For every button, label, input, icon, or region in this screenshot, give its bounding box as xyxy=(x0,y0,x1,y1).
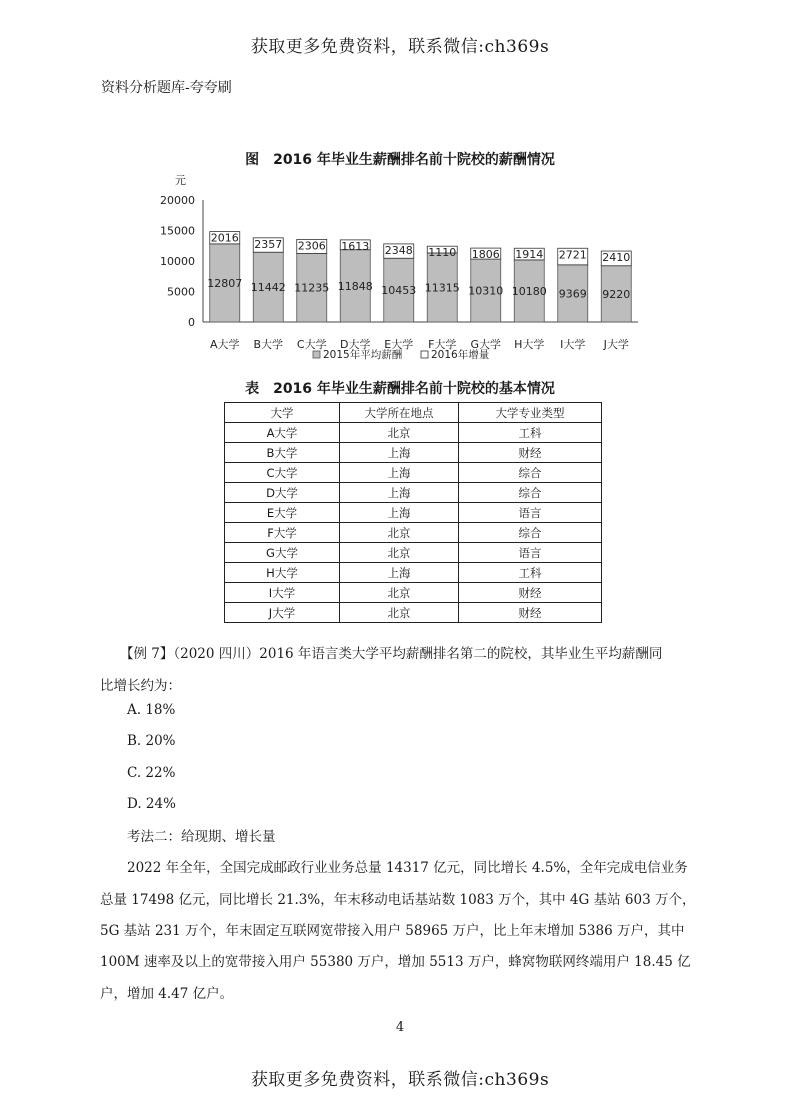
increase-value-label: 1110 xyxy=(428,246,457,260)
x-category-label: I大学 xyxy=(560,338,586,351)
table-row xyxy=(225,523,602,543)
y-axis-unit: 元 xyxy=(175,174,186,187)
bar-value-label: 10453 xyxy=(381,284,417,298)
bar-value-label: 11848 xyxy=(337,279,373,293)
increase-value-label: 2306 xyxy=(297,239,326,253)
legend-swatch-2016 xyxy=(421,351,428,358)
increase-value-label: 1613 xyxy=(341,239,370,253)
x-category-label: B大学 xyxy=(253,338,284,351)
table-cell: B大学 xyxy=(225,443,340,463)
bar-value-label: 9369 xyxy=(558,287,587,301)
table-cell: 上海 xyxy=(340,463,459,483)
page-number: 4 xyxy=(395,1020,405,1035)
table-row xyxy=(225,583,602,603)
passage-line: 100M 速率及以上的宽带接入用户 55380 万户，增加 5513 万户，蜂窝物联网终端用户 18.45 亿 xyxy=(100,954,691,970)
table-row xyxy=(225,563,602,583)
bar-value-label: 11315 xyxy=(424,281,460,295)
x-category-label: J大学 xyxy=(603,338,629,351)
option-d: D. 24% xyxy=(127,796,176,812)
bar-value-label: 10310 xyxy=(468,284,504,298)
table-header-cell: 大学 xyxy=(225,403,340,423)
x-category-label: G大学 xyxy=(470,338,502,351)
y-tick-label: 20000 xyxy=(160,194,195,207)
table-cell: 上海 xyxy=(340,483,459,503)
legend-swatch-2015 xyxy=(313,351,320,358)
table-cell: 综合 xyxy=(459,523,602,543)
option-b: B. 20% xyxy=(127,733,176,749)
table-cell: I大学 xyxy=(225,583,340,603)
y-tick-label: 5000 xyxy=(167,285,195,299)
bar-value-label: 9220 xyxy=(602,287,631,301)
table-row xyxy=(225,603,602,623)
increase-value-label: 2721 xyxy=(558,248,587,262)
bar-value-label: 10180 xyxy=(511,284,547,298)
option-a: A. 18% xyxy=(127,702,176,718)
table-cell: 北京 xyxy=(340,583,459,603)
legend-label-2015: 2015年平均薪酬 xyxy=(323,349,403,361)
table-row xyxy=(225,503,602,523)
bar-value-label: 11235 xyxy=(294,281,330,295)
table-cell: 北京 xyxy=(340,523,459,543)
table-cell: 北京 xyxy=(340,543,459,563)
table-cell: 工科 xyxy=(459,563,602,583)
x-category-label: F大学 xyxy=(428,338,457,351)
option-c: C. 22% xyxy=(127,765,176,781)
x-category-label: H大学 xyxy=(514,338,545,351)
increase-value-label: 1914 xyxy=(515,248,544,262)
table-cell: 北京 xyxy=(340,423,459,443)
bar-value-label: 11442 xyxy=(250,281,286,295)
question-stem-continued: 比增长约为： xyxy=(100,678,181,694)
table-cell: 北京 xyxy=(340,603,459,623)
table-title: 表 2016 年毕业生薪酬排名前十院校的基本情况 xyxy=(245,381,555,397)
chart-title: 图 2016 年毕业生薪酬排名前十院校的薪酬情况 xyxy=(245,152,555,168)
x-category-label: A大学 xyxy=(209,338,240,351)
increase-value-label: 2357 xyxy=(254,237,283,251)
table-cell: 综合 xyxy=(459,463,602,483)
question-stem: 【例 7】（2020 四川）2016 年语言类大学平均薪酬排名第二的院校，其毕业生平均薪酬同 xyxy=(120,646,663,662)
increase-value-label: 1806 xyxy=(471,248,500,262)
university-info-table xyxy=(224,402,602,623)
increase-value-label: 2016 xyxy=(210,231,239,245)
stacked-bar-chart xyxy=(150,170,650,370)
legend-label-2016: 2016年增量 xyxy=(431,349,490,361)
table-header-cell: 大学专业类型 xyxy=(459,403,602,423)
increase-value-label: 2348 xyxy=(384,243,413,257)
passage-line: 5G 基站 231 万个，年末固定互联网宽带接入用户 58965 万户，比上年末增加 5386 万户，其中 xyxy=(100,923,685,939)
x-category-label: E大学 xyxy=(384,338,414,351)
table-header-cell: 大学所在地点 xyxy=(340,403,459,423)
table-cell: 综合 xyxy=(459,483,602,503)
table-cell: 工科 xyxy=(459,423,602,443)
table-cell: D大学 xyxy=(225,483,340,503)
table-cell: 上海 xyxy=(340,563,459,583)
passage-line: 2022 年全年，全国完成邮政行业业务总量 14317 亿元，同比增长 4.5%，全年完成电信业务 xyxy=(127,860,688,876)
table-row xyxy=(225,443,602,463)
x-category-label: D大学 xyxy=(340,338,371,351)
table-row xyxy=(225,463,602,483)
table-cell: 上海 xyxy=(340,443,459,463)
passage-line: 户，增加 4.47 亿户。 xyxy=(100,986,234,1002)
top-banner: 获取更多免费资料，联系微信:ch369s xyxy=(250,37,550,57)
table-cell: G大学 xyxy=(225,543,340,563)
table-cell: 财经 xyxy=(459,583,602,603)
table-cell: A大学 xyxy=(225,423,340,443)
table-cell: 上海 xyxy=(340,503,459,523)
table-header-row xyxy=(225,403,602,423)
y-tick-label: 10000 xyxy=(160,255,195,268)
bar-value-label: 12807 xyxy=(207,276,243,290)
table-cell: H大学 xyxy=(225,563,340,583)
table-cell: C大学 xyxy=(225,463,340,483)
table-cell: E大学 xyxy=(225,503,340,523)
table-row xyxy=(225,543,602,563)
increase-value-label: 2410 xyxy=(602,251,631,265)
table-row xyxy=(225,423,602,443)
x-category-label: C大学 xyxy=(296,338,327,351)
y-tick-label: 0 xyxy=(188,316,195,329)
table-cell: J大学 xyxy=(225,603,340,623)
table-cell: 语言 xyxy=(459,503,602,523)
table-cell: 语言 xyxy=(459,543,602,563)
subject-header: 资料分析题库-夸夸刷 xyxy=(101,80,232,96)
table-row xyxy=(225,483,602,503)
table-cell: 财经 xyxy=(459,443,602,463)
table-cell: 财经 xyxy=(459,603,602,623)
bottom-banner: 获取更多免费资料，联系微信:ch369s xyxy=(250,1070,550,1090)
method-heading: 考法二：给现期、增长量 xyxy=(127,829,276,845)
table-cell: F大学 xyxy=(225,523,340,543)
y-tick-label: 15000 xyxy=(160,224,195,238)
passage-line: 总量 17498 亿元，同比增长 21.3%，年末移动电话基站数 1083 万个，其中 4G 基站 603 万个， xyxy=(100,892,696,908)
